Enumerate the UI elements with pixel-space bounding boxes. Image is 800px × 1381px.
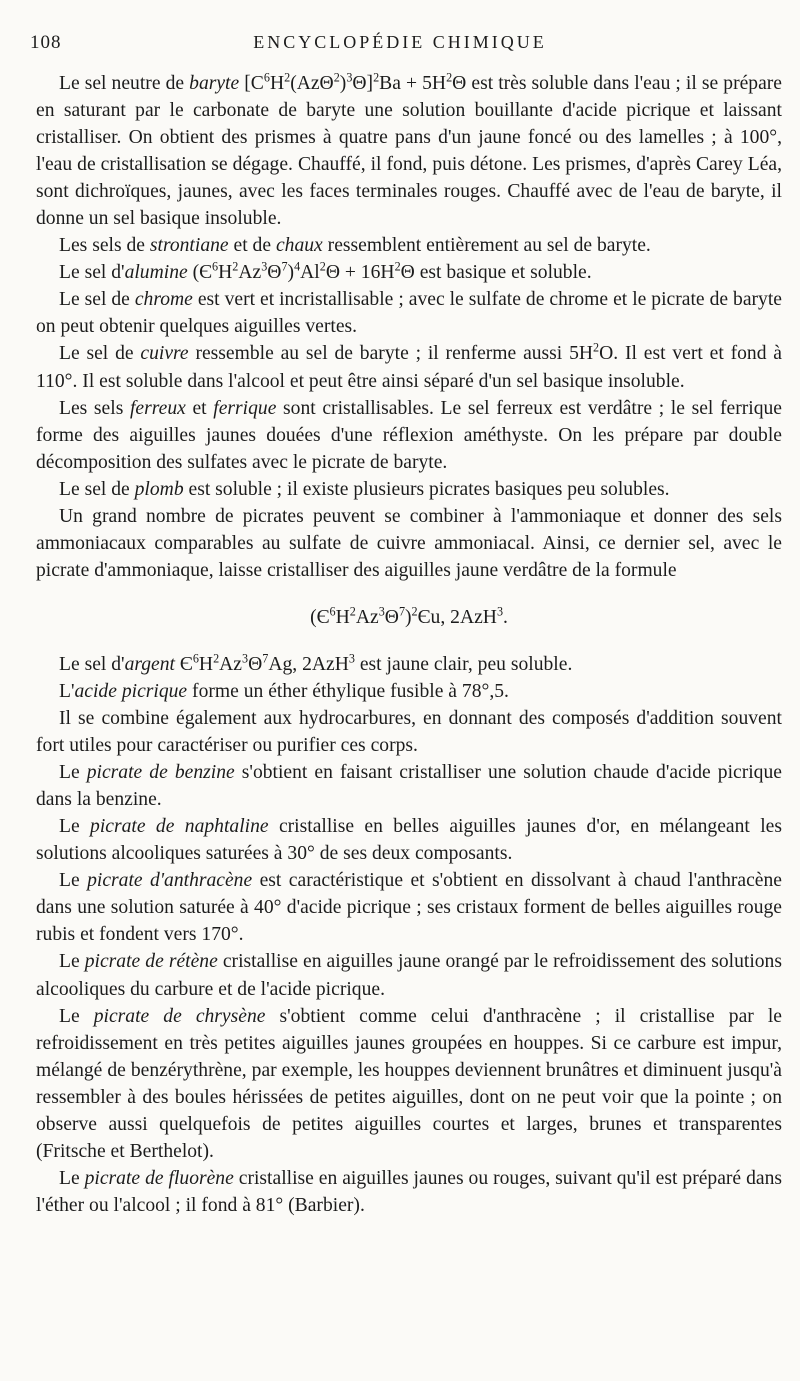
formula (36, 604, 782, 631)
superscript: 6 (192, 651, 199, 666)
text-run: ressemble au sel de baryte ; il renferme aussi 5H (188, 343, 594, 365)
italic-term: strontiane (149, 235, 229, 257)
superscript: 2 (284, 70, 291, 85)
text-run: ressemblent entièrement au sel de baryte. (322, 235, 651, 257)
text-run: H (335, 606, 350, 628)
superscript: 3 (242, 651, 249, 666)
text-run: . (503, 606, 508, 628)
text-run: H (198, 653, 214, 675)
text-run: Le (59, 870, 88, 892)
text-run: Le (59, 1005, 94, 1027)
text-run: Al (300, 262, 320, 284)
italic-term: ferreux (129, 397, 186, 419)
text-run: L' (59, 680, 75, 702)
italic-term: acide picrique (74, 680, 188, 702)
text-run: est soluble ; il existe plusieurs picrates basiques peu solubles. (183, 478, 670, 500)
superscript: 3 (346, 70, 353, 85)
paragraph (36, 395, 782, 476)
text-run: ) (287, 262, 295, 284)
paragraph (36, 503, 782, 584)
text-run: Θ est basique et soluble. (400, 262, 592, 284)
superscript: 2 (232, 259, 239, 274)
text-run: ) (339, 73, 347, 94)
superscript: 2 (411, 604, 418, 619)
superscript: 6 (212, 259, 219, 274)
italic-term: picrate de chrysène (93, 1005, 266, 1027)
text-run: Θ est très soluble dans l'eau ; il se prépare en saturant par le carbonate de baryte une solution bouillante d'acide picrique et laissant cristalliser. On obtient des prismes à quatre pans d'un jaune foncé ou des lamelles ; à 100°, l'eau de cristallisation se dégage. Chauffé, il fond, puis détone. Les prismes, d'après Carey Léa, sont dichroïques, jaunes, avec les faces terminales rouges. Chauffé avec de l'eau de baryte, il donne un sel basique insoluble. (36, 73, 783, 230)
superscript: 3 (496, 604, 504, 619)
text-run: Θ (267, 262, 282, 284)
paragraph (36, 476, 782, 503)
text-run: et (185, 397, 214, 419)
italic-term: cuivre (140, 343, 189, 365)
italic-term: picrate de benzine (86, 762, 235, 784)
superscript: 2 (319, 259, 326, 274)
superscript: 2 (593, 340, 600, 355)
paragraph (36, 705, 782, 759)
text-run: Le (59, 762, 87, 784)
superscript: 2 (394, 259, 401, 274)
text-run: Θ + 16H (325, 262, 395, 284)
superscript: 2 (349, 604, 356, 619)
page-number: 108 (30, 32, 62, 53)
paragraph (36, 1165, 782, 1219)
text-run: s'obtient en faisant cristalliser une solution chaude d'acide picrique dans la benzine. (36, 762, 782, 811)
superscript: 2 (373, 70, 380, 85)
superscript: 3 (348, 651, 355, 666)
paragraph (36, 759, 782, 813)
paragraph (36, 70, 782, 232)
paragraph (36, 259, 782, 286)
superscript: 3 (378, 604, 385, 619)
text-run: Єu, 2AzH (417, 606, 497, 628)
text-run: cristallise en belles aiguilles jaunes d'or, en mélangeant les solutions alcooliques saturées à 30° de ses deux composants. (36, 816, 782, 865)
text-run: et de (228, 235, 276, 257)
text-run: Az (219, 653, 243, 675)
italic-term: alumine (124, 262, 188, 284)
text-run: Le (59, 951, 85, 973)
text-run: Le sel neutre de (59, 73, 190, 94)
text-run: Les sels de (59, 235, 150, 257)
text-run: Az (238, 262, 262, 284)
page-header (30, 32, 770, 62)
text-run: Un grand nombre de picrates peuvent se combiner à l'ammoniaque et donner des sels ammoniacaux comparables au sulfate de cuivre ammoniacal. Ainsi, ce dernier sel, avec le picrate d'ammoniaque, laisse cristalliser des aiguilles jaune verdâtre de la formule (36, 505, 782, 581)
italic-term: ferrique (213, 397, 277, 419)
superscript: 4 (294, 259, 301, 274)
superscript: 7 (262, 651, 269, 666)
superscript: 7 (398, 604, 406, 619)
text-run: [C (239, 73, 264, 94)
superscript: 2 (446, 70, 453, 85)
text-run: H (269, 73, 285, 94)
superscript: 2 (333, 70, 340, 85)
italic-term: picrate de naphtaline (90, 816, 269, 838)
text-run: (Є (187, 262, 213, 284)
italic-term: baryte (189, 73, 240, 94)
text-run: O. Il est vert et fond à 110°. Il est soluble dans l'alcool et peut être ainsi séparé d'un sel basique insoluble. (36, 343, 783, 392)
text-run: Le (59, 1167, 85, 1189)
text-run: Є (175, 653, 193, 675)
italic-term: picrate d'anthracène (87, 870, 253, 892)
text-run: Az (355, 606, 379, 628)
text-run: (Є (310, 606, 330, 628)
paragraph (36, 867, 782, 948)
text-run: ) (405, 606, 412, 628)
text-run: Le sel d' (59, 653, 125, 675)
text-run: est vert et incristallisable ; avec le sulfate de chrome et le picrate de baryte on peut obtenir quelques aiguilles vertes. (36, 289, 782, 338)
text-run: Le sel d' (59, 262, 125, 284)
italic-term: argent (124, 653, 175, 675)
text-run: Ag, 2AzH (268, 653, 349, 675)
paragraph (36, 948, 782, 1002)
text-run: Le sel de (59, 478, 135, 500)
paragraph (36, 1003, 782, 1165)
text-run: forme un éther éthylique fusible à 78°,5. (187, 680, 509, 702)
text-run: est caractéristique et s'obtient en dissolvant à chaud l'anthracène dans une solution saturée à 40° d'acide picrique ; ses cristaux forment de belles aiguilles rouge rubis et fondent vers 170°. (36, 870, 782, 946)
italic-term: picrate de rétène (84, 951, 218, 973)
text-run: Il se combine également aux hydrocarbures, en donnant des composés d'addition souvent fort utiles pour caractériser ou purifier ces corps. (36, 708, 782, 757)
body-text (36, 70, 782, 1219)
text-run: Le sel de (59, 343, 141, 365)
text-run: H (218, 262, 233, 284)
paragraph (36, 286, 782, 340)
superscript: 2 (213, 651, 220, 666)
text-run: Θ] (352, 73, 374, 94)
paragraph (36, 813, 782, 867)
text-run: Θ (248, 653, 263, 675)
text-run: Le sel de (59, 289, 135, 311)
italic-term: plomb (134, 478, 184, 500)
text-run: est jaune clair, peu soluble. (354, 653, 573, 675)
paragraph (36, 678, 782, 705)
italic-term: picrate de fluorène (84, 1167, 234, 1189)
text-run: cristallise en aiguilles jaunes ou rouges, suivant qu'il est préparé dans l'éther ou l'alcool ; il fond à 81° (Barbier). (36, 1167, 782, 1216)
text-run: s'obtient comme celui d'anthracène ; il cristallise par le refroidissement en très petites aiguilles jaunes groupées en houppes. Si ce carbure est impur, mélangé de benzérythrène, par exemple, les houppes deviennent brunâtres et diminuent jusqu'à ressembler à des boules hérissées de petites aiguilles, dont on ne peut voir que la pointe ; on observe aussi quelquefois de petites aiguilles courtes et larges, brunes et transparentes (Fritsche et Berthelot). (36, 1005, 782, 1162)
text-run: sont cristallisables. Le sel ferreux est verdâtre ; le sel ferrique forme des aiguilles jaunes douées d'une réflexion améthyste. On les prépare par double décomposition des sulfates avec le picrate de baryte. (36, 397, 783, 473)
superscript: 3 (261, 259, 268, 274)
text-run: Le (59, 816, 91, 838)
paragraph (36, 340, 782, 394)
superscript: 6 (263, 70, 270, 85)
italic-term: chrome (134, 289, 193, 311)
italic-term: chaux (275, 235, 323, 257)
superscript: 6 (329, 604, 336, 619)
text-run: Les sels (59, 397, 130, 419)
text-run: Θ (384, 606, 399, 628)
superscript: 7 (281, 259, 288, 274)
running-title: ENCYCLOPÉDIE CHIMIQUE (253, 32, 547, 52)
paragraph (36, 232, 782, 259)
text-run: Ba + 5H (379, 73, 447, 94)
text-run: cristallise en aiguilles jaune orangé par le refroidissement des solutions alcooliques du carbure et de l'acide picrique. (36, 951, 782, 1000)
text-run: (AzΘ (290, 73, 334, 94)
paragraph (36, 651, 782, 678)
